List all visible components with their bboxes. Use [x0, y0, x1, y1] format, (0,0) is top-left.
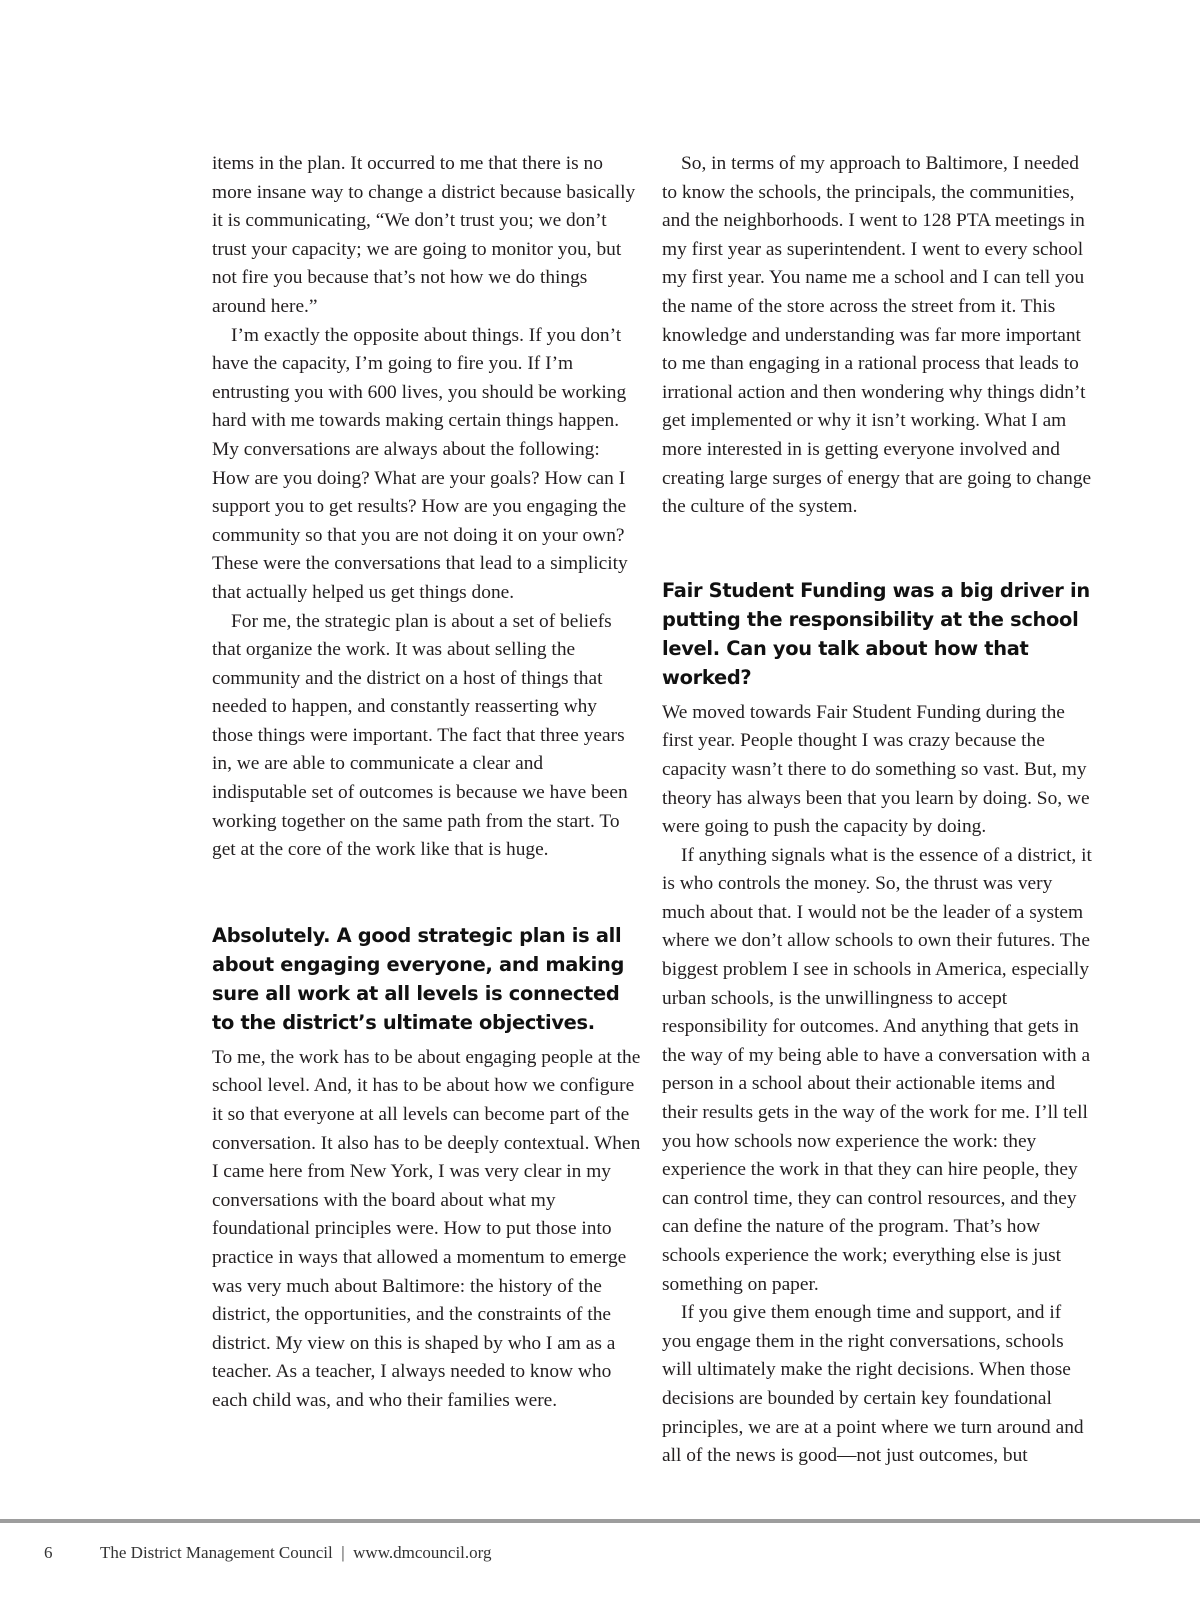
left-column: [212, 150, 642, 1416]
interview-question-heading: Fair Student Funding was a big driver in putting the responsibility at the school level. Can you talk about how that worked?: [662, 578, 1090, 689]
footer-divider: [0, 1519, 1200, 1523]
footer-publisher-text: The District Management Council | www.dmcouncil.org: [100, 1543, 492, 1562]
paragraph: We moved towards Fair Student Funding during the first year. People thought I was crazy because the capacity wasn’t there to do something so vast. But, my theory has always been that you learn by doing. So, we were going to push the capacity by doing.: [662, 701, 1090, 838]
paragraph: If you give them enough time and support, and if you engage them in the right conversations, schools will ultimately make the right decisions. When those decisions are bounded by certain key foundational principles, we are at a point where we turn around and all of the news is good—not just outcomes, but: [662, 1302, 1084, 1467]
paragraph: So, in terms of my approach to Baltimore, I needed to know the schools, the principals, the communities, and the neighborhoods. I went to 128 PTA meetings in my first year as superintendent. I went to every school my first year. You name me a school and I can tell you the name of the store across the street from it. This knowledge and understanding was far more important to me than engaging in a rational process that leads to irrational action and then wondering why things didn’t get implemented or why it isn’t working. What I am more interested in is getting everyone involved and creating large surges of energy that are going to change the culture of the system.: [662, 153, 1092, 518]
paragraph: To me, the work has to be about engaging people at the school level. And, it has to be about how we configure it so that everyone at all levels can become part of the conversation. It also has to be deeply contextual. When I came here from New York, I was very clear in my conversations with the board about what my foundational principles were. How to put those into practice in ways that allowed a momentum to emerge was very much about Baltimore: the history of the district, the opportunities, and the constraints of the district. My view on this is shaped by who I am as a teacher. As a teacher, I always needed to know who each child was, and who their families were.: [212, 1046, 641, 1411]
right-column: [662, 150, 1094, 1471]
page-number: 6: [44, 1543, 53, 1562]
paragraph: I’m exactly the opposite about things. If you don’t have the capacity, I’m going to fire you. If I’m entrusting you with 600 lives, you should be working hard with me towards making certain things happen. My conversations are always about the following: How are you doing? What are your goals? How can I support you to get results? How are you engaging the community so that you are not doing it on your own? These were the conversations that lead to a simplicity that actually helped us get things done.: [212, 324, 628, 603]
paragraph: items in the plan. It occurred to me that there is no more insane way to change a district because basically it is communicating, “We don’t trust you; we don’t trust your capacity; we are going to monitor you, but not fire you because that’s not how we do things around here.”: [212, 153, 636, 317]
paragraph: For me, the strategic plan is about a set of beliefs that organize the work. It was about selling the community and the district on a host of things that needed to happen, and constantly reasserting why those things were important. The fact that three years in, we are able to communicate a clear and indisputable set of outcomes is because we have been working together on the same path from the start. To get at the core of the work like that is huge.: [212, 610, 628, 861]
paragraph: If anything signals what is the essence of a district, it is who controls the money. So, the thrust was very much about that. I would not be the leader of a system where we don’t allow schools to own their futures. The biggest problem I see in schools in America, especially urban schools, is the unwillingness to accept responsibility for outcomes. And anything that gets in the way of my being able to have a conversation with a person in a school about their actionable items and their results gets in the way of the work for me. I’ll tell you how schools now experience the work: they experience the work in that they can hire people, they can control time, they can control resources, and they can define the nature of the program. That’s how schools experience the work; everything else is just something on paper.: [662, 844, 1092, 1295]
interview-question-heading: Absolutely. A good strategic plan is all about engaging everyone, and making sure all work at all levels is connected to the district’s ultimate objectives.: [212, 923, 625, 1034]
